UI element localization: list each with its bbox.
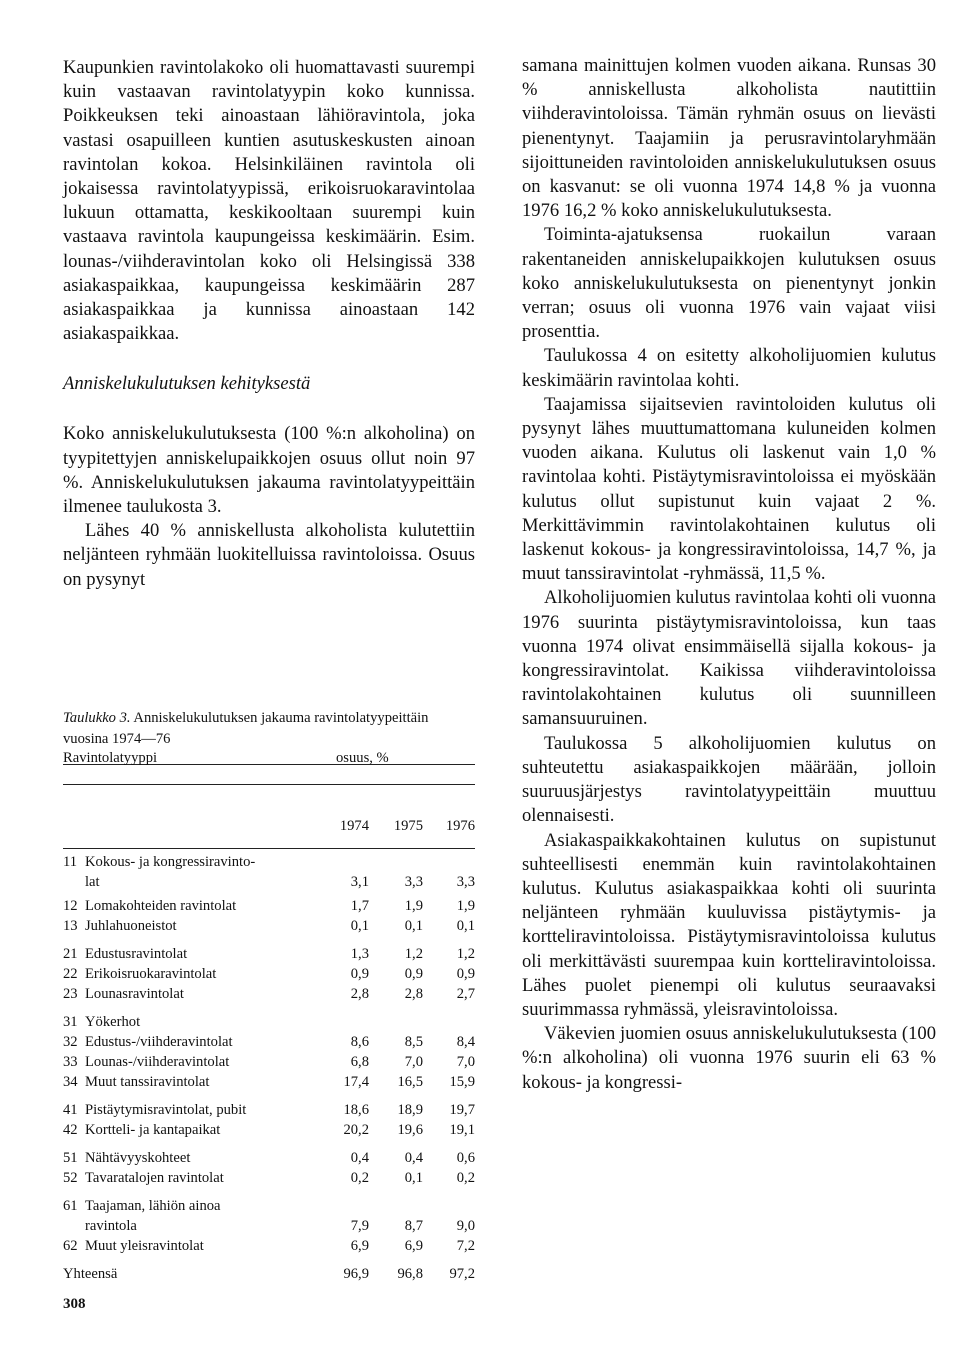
table-rule <box>63 784 475 785</box>
row-code: 33 <box>63 1054 78 1070</box>
body-paragraph: Asiakaspaikkakohtainen kulutus on supistunut suhteellisesti enemmän kuin ravintolakohtainen kulutus. Kulutus asiakaspaikkaa kohti oli suurinta neljänteen ryhmään kuuluvissa pistäytymis- ja kortteliravintoloissa. Pistäytymisravintoloissa kulutus oli merkittävästi suurempaa kuin kortteliravintoloissa. Lähes puolet pienempi oli kulutus seuraavaksi suurimmassa ryhmässä, yleisravintoloissa. <box>522 829 936 1020</box>
body-paragraph: Lähes 40 % anniskellusta alkoholista kulutettiin neljänteen ryhmään luokitelluissa ravintoloissa. Osuus on pysynyt <box>63 520 475 590</box>
row-name: Edustus-/viihderavintolat <box>85 1034 233 1050</box>
row-value: 6,9 <box>350 1238 369 1254</box>
row-value: 8,4 <box>456 1034 475 1050</box>
table-rule <box>63 848 475 849</box>
row-value: 7,0 <box>404 1054 423 1070</box>
row-value: 0,1 <box>456 918 475 934</box>
row-name: Muut yleisravintolat <box>85 1238 204 1254</box>
row-value: 0,1 <box>350 918 369 934</box>
right-column <box>522 54 936 1095</box>
total-value: 97,2 <box>449 1266 475 1282</box>
row-name: Juhlahuoneistot <box>85 918 177 934</box>
row-value: 3,1 <box>350 874 369 890</box>
row-code: 21 <box>63 946 78 962</box>
row-value: 18,6 <box>343 1102 369 1118</box>
row-value: 1,3 <box>350 946 369 962</box>
row-value: 0,6 <box>456 1150 475 1166</box>
year-header: 1975 <box>393 818 423 834</box>
row-value: 6,9 <box>404 1238 423 1254</box>
row-value: 15,9 <box>449 1074 475 1090</box>
row-value: 0,9 <box>456 966 475 982</box>
row-value: 0,1 <box>404 1170 423 1186</box>
left-column <box>63 56 475 592</box>
row-value: 3,3 <box>456 874 475 890</box>
section-heading: Anniskelukulutuksen kehityksestä <box>63 373 311 395</box>
row-value: 8,6 <box>350 1034 369 1050</box>
row-code: 12 <box>63 898 78 914</box>
row-value: 0,4 <box>404 1150 423 1166</box>
table-caption <box>63 708 475 750</box>
row-name: Edustusravintolat <box>85 946 188 962</box>
row-value: 0,4 <box>350 1150 369 1166</box>
total-value: 96,9 <box>343 1266 369 1282</box>
row-name: Lounas-/viihderavintolat <box>85 1054 230 1070</box>
row-value: 2,7 <box>456 986 475 1002</box>
page-number: 308 <box>63 1296 86 1312</box>
row-value: 7,9 <box>350 1218 369 1234</box>
body-paragraph: Väkevien juomien osuus anniskelukulutuksesta (100 %:n alkoholina) oli vuonna 1976 suurin eli 63 % kokous- ja kongressi- <box>522 1023 936 1093</box>
row-code: 11 <box>63 854 78 870</box>
row-name: Lomakohteiden ravintolat <box>85 898 237 914</box>
total-value: 96,8 <box>397 1266 423 1282</box>
row-value: 1,2 <box>404 946 423 962</box>
body-paragraph: Alkoholijuomien kulutus ravintolaa kohti oli vuonna 1976 suurinta pistäytymisravintoloissa, kun taas vuonna 1974 olivat ensimmäisellä sijalla kokous- ja kongressiravintolat. Kaikissa viihderavintoloissa ravintolakohtainen kulutus oli suunnilleen samansuuruinen. <box>522 587 936 730</box>
row-code: 23 <box>63 986 78 1002</box>
row-value: 0,1 <box>404 918 423 934</box>
row-code: 52 <box>63 1170 78 1186</box>
body-paragraph: Taulukossa 5 alkoholijuomien kulutus on suhteutettu asiakaspaikkojen määrään, jolloin suuruusjärjestys ravintolatyypeittäin muuttuu olennaisesti. <box>522 732 936 827</box>
body-paragraph: Kaupunkien ravintolakoko oli huomattavasti suurempi kuin vastaavan ravintolatyypin koko kunnissa. Poikkeuksen teki ainoastaan lähiöravintola, joka vastasi osapuilleen kuntien asutuskeskusten ainoan ravintolan kokoa. Helsinkiläinen ravintola oli jokaisessa ravintolatyypissä, erikoisruokaravintolaa lukuun ottamatta, keskikooltaan suurempi kuin vastaava ravintola kaupungeissa keskimäärin. Esim. lounas-/viihderavintolan koko oli Helsingissä 338 asiakaspaikkaa, kaupungeissa keskimäärin 287 asiakaspaikkaa ja kunnissa ainoastaan 142 asiakaspaikkaa. <box>63 57 475 345</box>
row-code: 62 <box>63 1238 78 1254</box>
row-value: 1,2 <box>456 946 475 962</box>
row-value: 18,9 <box>397 1102 423 1118</box>
row-value: 0,2 <box>456 1170 475 1186</box>
row-value: 1,7 <box>350 898 369 914</box>
row-name: Kokous- ja kongressiravinto- <box>85 854 256 870</box>
row-name: Kortteli- ja kantapaikat <box>85 1122 221 1138</box>
row-code: 34 <box>63 1074 78 1090</box>
row-code: 61 <box>63 1198 78 1214</box>
row-name: Erikoisruokaravintolat <box>85 966 217 982</box>
row-name: Muut tanssiravintolat <box>85 1074 210 1090</box>
total-label: Yhteensä <box>63 1266 118 1282</box>
row-value: 1,9 <box>456 898 475 914</box>
header-restaurant-type: Ravintolatyyppi <box>63 750 158 766</box>
row-value: 9,0 <box>456 1218 475 1234</box>
row-value: 20,2 <box>343 1122 369 1138</box>
row-code: 41 <box>63 1102 78 1118</box>
row-code: 31 <box>63 1014 78 1030</box>
body-paragraph: Taulukossa 4 on esitetty alkoholijuomien kulutus keskimäärin ravintolaa kohti. <box>522 345 936 391</box>
body-paragraph: Koko anniskelukulutuksesta (100 %:n alkoholina) on tyypitettyjen anniskelupaikkojen osuus ollut noin 97 %. Anniskelukulutuksen jakauma ravintolatyypeittäin ilmenee taulukosta 3. <box>63 423 475 518</box>
row-code: 32 <box>63 1034 78 1050</box>
row-code: 22 <box>63 966 78 982</box>
body-paragraph: Taajamissa sijaitsevien ravintoloiden kulutus oli pysynyt lähes muuttumattomana kuluneiden kolmen vuoden aikana. Kulutus oli laskenut vain 1,0 % ravintolaa kohti. Pistäytymisravintoloissa ei myöskään kulutus ollut supistunut kuin vajaat 2 %. Merkittävimmin ravintolakohtainen kulutus oli laskenut kokous- ja kongressiravintoloissa, 14,7 %, ja muut tanssiravintolat -ryhmässä, 11,5 %. <box>522 393 936 585</box>
table-caption-label: Taulukko 3. <box>63 710 131 726</box>
row-value: 17,4 <box>343 1074 369 1090</box>
row-value: 1,9 <box>404 898 423 914</box>
row-name-cont: ravintola <box>85 1218 137 1234</box>
table-caption-text: Anniskelukulutuksen jakauma ravintolatyypeittäin vuosina 1974—76 <box>63 710 429 747</box>
row-value: 7,2 <box>456 1238 475 1254</box>
row-value: 0,9 <box>350 966 369 982</box>
row-code: 13 <box>63 918 78 934</box>
row-code: 42 <box>63 1122 78 1138</box>
row-name: Pistäytymisravintolat, pubit <box>85 1102 247 1118</box>
row-name: Taajaman, lähiön ainoa <box>85 1198 221 1214</box>
row-value: 6,8 <box>350 1054 369 1070</box>
row-value: 19,7 <box>449 1102 475 1118</box>
row-value: 0,9 <box>404 966 423 982</box>
row-value: 7,0 <box>456 1054 475 1070</box>
row-value: 0,2 <box>350 1170 369 1186</box>
row-value: 19,6 <box>397 1122 423 1138</box>
row-name: Nähtävyyskohteet <box>85 1150 191 1166</box>
year-header: 1974 <box>339 818 369 834</box>
row-name: Yökerhot <box>85 1014 141 1030</box>
row-code: 51 <box>63 1150 78 1166</box>
row-value: 3,3 <box>404 874 423 890</box>
row-value: 16,5 <box>397 1074 423 1090</box>
header-share: osuus, % <box>336 750 389 766</box>
row-value: 2,8 <box>404 986 423 1002</box>
row-name-cont: lat <box>85 874 100 890</box>
row-value: 8,7 <box>404 1218 423 1234</box>
row-value: 19,1 <box>449 1122 475 1138</box>
body-paragraph: Toiminta-ajatuksensa ruokailun varaan rakentaneiden anniskelupaikkojen kulutuksen osuus koko anniskelukulutuksesta on pienentynyt jonkin verran; osuus oli vuonna 1976 vain vajaat viisi prosenttia. <box>522 224 936 343</box>
row-value: 2,8 <box>350 986 369 1002</box>
row-name: Lounasravintolat <box>85 986 184 1002</box>
row-name: Tavaratalojen ravintolat <box>85 1170 224 1186</box>
row-value: 8,5 <box>404 1034 423 1050</box>
year-header: 1976 <box>445 818 475 834</box>
body-paragraph: samana mainittujen kolmen vuoden aikana. Runsas 30 % anniskellusta alkoholista nautittiin viihderavintoloissa. Tämän ryhmän osuus on lievästi pienentynyt. Taajamiin ja perusravintolaryhmään sijoittuneiden ravintoloiden anniskelukulutuksen osuus on kasvanut: se oli vuonna 1974 14,8 % ja vuonna 1976 16,2 % koko anniskelukulutuksesta. <box>522 55 936 222</box>
